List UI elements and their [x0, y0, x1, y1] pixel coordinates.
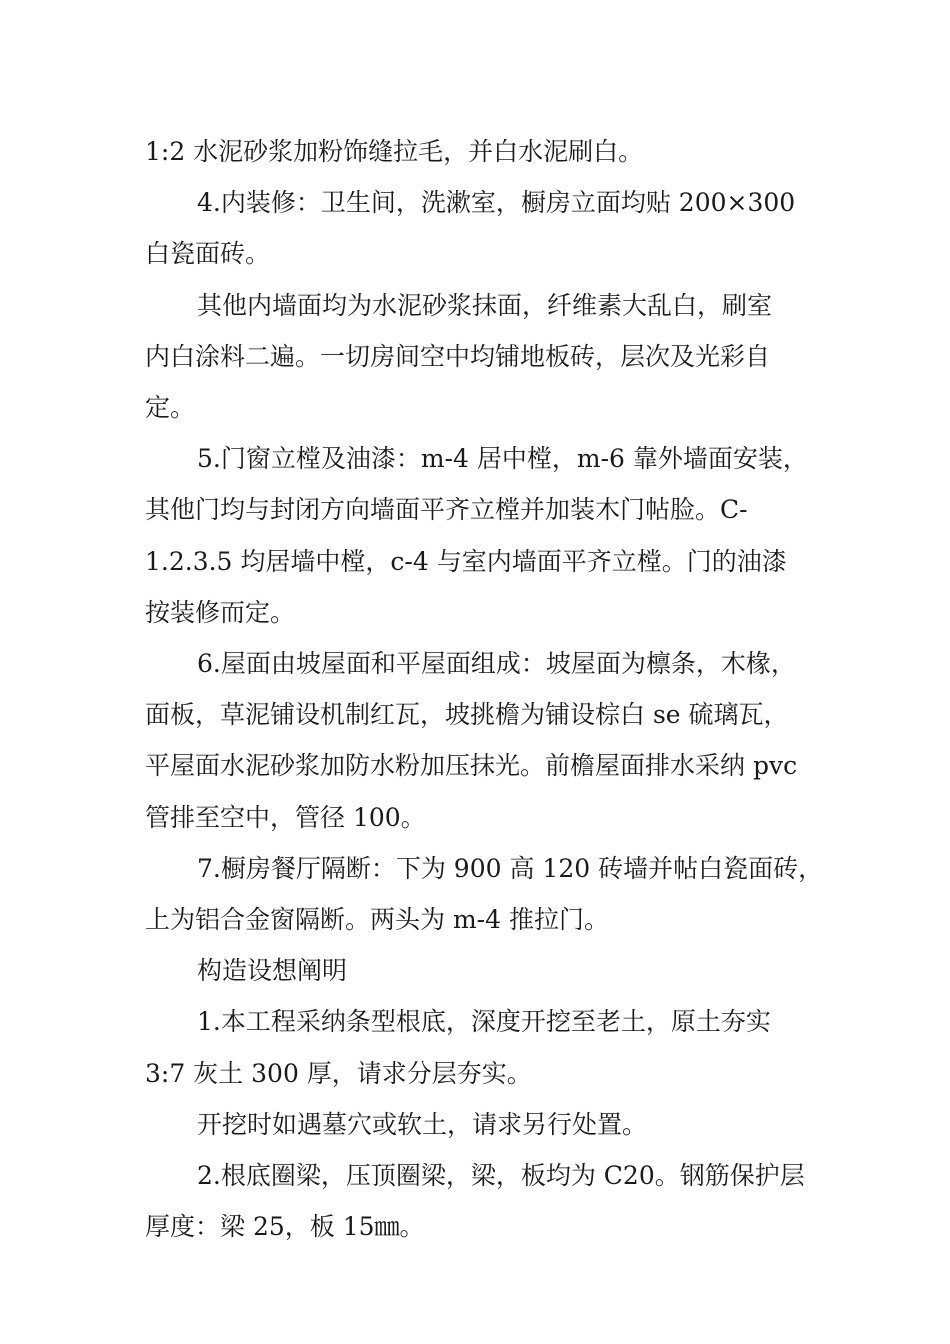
text-line: 4.内装修：卫生间，洗漱室，橱房立面均贴 200×300 [197, 188, 796, 218]
text-line: 开挖时如遇墓穴或软土，请求另行处置。 [197, 1109, 648, 1139]
section-heading: 构造设想阐明 [197, 956, 348, 986]
text-line: 1:2 水泥砂浆加粉饰缝拉毛，并白水泥刷白。 [145, 137, 644, 166]
text-line: 2.根底圈梁，压顶圈梁，梁，板均为 C20。钢筋保护层 [197, 1161, 805, 1191]
text-line: 白瓷面砖。 [145, 239, 271, 269]
text-line: 5.门窗立樘及油漆：m-4 居中樘，m-6 靠外墙面安装， [197, 444, 808, 474]
text-line: 其他内墙面均为水泥砂浆抹面，纤维素大乱白，刷室 [197, 290, 773, 320]
text-line: 内白涂料二遍。一切房间空中均铺地板砖，层次及光彩自 [145, 341, 771, 371]
text-line: 管排至空中，管径 100。 [145, 802, 426, 832]
text-line: 定。 [145, 393, 196, 423]
document-body [145, 126, 824, 1252]
text-line: 面板，草泥铺设机制红瓦，坡挑檐为铺设棕白 se 硫璃瓦， [145, 700, 789, 730]
text-line: 上为铝合金窗隔断。两头为 m-4 推拉门。 [145, 905, 609, 935]
text-line: 厚度：梁 25，板 15㎜。 [145, 1212, 425, 1242]
text-line: 其他门均与封闭方向墙面平齐立樘并加装木门帖脸。C- [145, 495, 748, 525]
text-line: 平屋面水泥砂浆加防水粉加压抹光。前檐屋面排水采纳 pvc [145, 751, 798, 781]
text-line: 1.2.3.5 均居墙中樘，c-4 与室内墙面平齐立樘。门的油漆 [145, 546, 787, 576]
text-line: 7.橱房餐厅隔断：下为 900 高 120 砖墙并帖白瓷面砖， [197, 853, 824, 883]
text-line: 1.本工程采纳条型根底，深度开挖至老土，原土夯实 [197, 1007, 771, 1037]
text-line: 6.屋面由坡屋面和平屋面组成：坡屋面为檩条，木椽， [197, 649, 796, 679]
text-line: 3:7 灰土 300 厚，请求分层夯实。 [145, 1058, 532, 1088]
text-line: 按装修而定。 [145, 597, 296, 627]
